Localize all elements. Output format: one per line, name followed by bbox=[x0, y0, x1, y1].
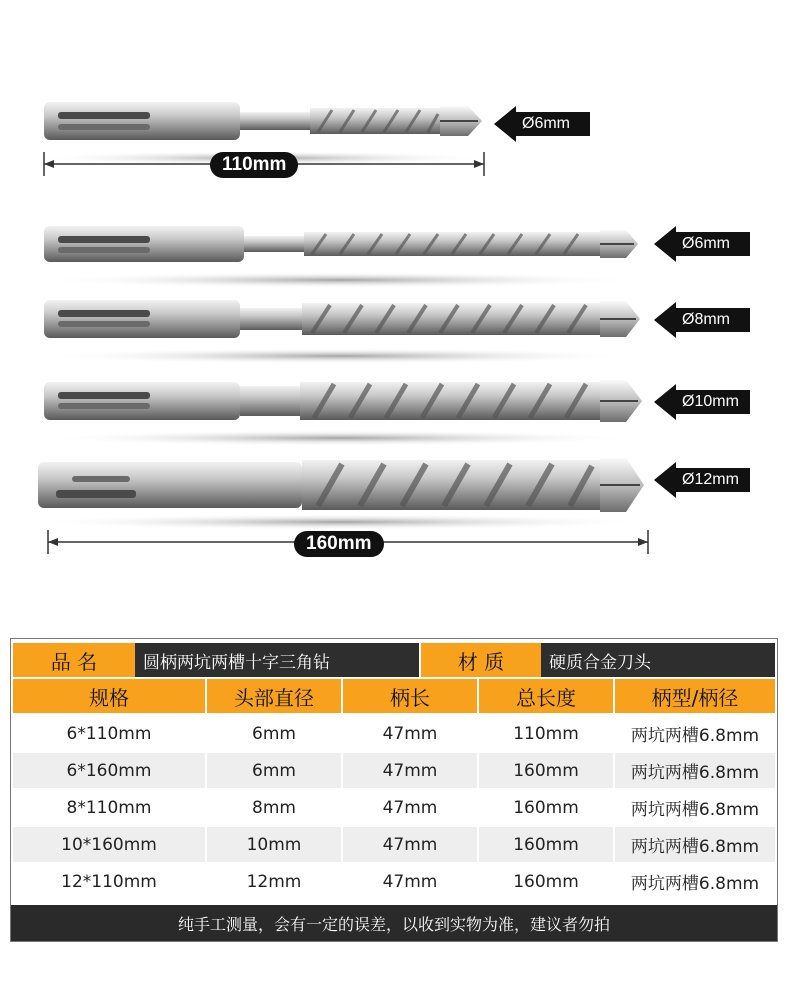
cell-total-length: 110mm bbox=[513, 723, 579, 744]
cell-total-length: 160mm bbox=[479, 827, 613, 862]
product-info-row bbox=[11, 643, 777, 677]
product-name-value: 圆柄两坑两槽十字三角钻 bbox=[135, 643, 419, 677]
product-name-label: 品 名 bbox=[13, 643, 135, 677]
cell-shank-length: 47mm bbox=[343, 827, 477, 862]
left-arrow-icon bbox=[654, 384, 676, 420]
measurement-disclaimer: 纯手工测量，会有一定的误差，以收到实物为准，建议者勿拍 bbox=[11, 905, 777, 941]
cell-head-diameter: 8mm bbox=[252, 797, 296, 818]
left-arrow-icon bbox=[654, 302, 676, 338]
length-label-110: 110mm bbox=[210, 152, 298, 178]
cell-shank-length: 47mm bbox=[343, 753, 477, 788]
table-row bbox=[11, 827, 777, 862]
drill-bit-10mm bbox=[40, 380, 642, 446]
col-header-shank-length: 柄长 bbox=[343, 679, 477, 713]
left-arrow-icon bbox=[654, 226, 676, 262]
cell-total-length: 160mm bbox=[513, 871, 579, 892]
cell-head-diameter: 12mm bbox=[246, 871, 302, 892]
cell-shank-length: 47mm bbox=[382, 871, 438, 892]
cell-spec: 6*110mm bbox=[66, 723, 152, 744]
diameter-tag-3: Ø8mm bbox=[676, 308, 750, 332]
cell-shank-type: 两坑两槽6.8mm bbox=[630, 726, 760, 746]
drill-bit-8mm bbox=[40, 300, 640, 364]
cell-head-diameter: 10mm bbox=[207, 827, 341, 862]
cell-spec: 10*160mm bbox=[13, 827, 205, 862]
diameter-tag-4: Ø10mm bbox=[676, 390, 750, 414]
material-label: 材 质 bbox=[421, 643, 541, 677]
cell-shank-type: 两坑两槽6.8mm bbox=[630, 874, 760, 894]
cell-shank-type: 两坑两槽6.8mm bbox=[615, 827, 775, 862]
table-row bbox=[11, 716, 777, 751]
cell-head-diameter: 6mm bbox=[207, 753, 341, 788]
cell-shank-length: 47mm bbox=[382, 797, 438, 818]
left-arrow-icon bbox=[654, 462, 676, 498]
cell-spec: 6*160mm bbox=[13, 753, 205, 788]
cell-shank-length: 47mm bbox=[382, 723, 438, 744]
diameter-tag-5: Ø12mm bbox=[676, 468, 750, 492]
cell-head-diameter: 6mm bbox=[252, 723, 296, 744]
length-label-160: 160mm bbox=[294, 531, 384, 557]
column-header-row bbox=[11, 679, 777, 713]
diameter-tag-2: Ø6mm bbox=[676, 232, 750, 256]
table-row bbox=[11, 753, 777, 788]
drill-bit-12mm bbox=[30, 458, 650, 530]
col-header-spec: 规格 bbox=[13, 679, 205, 713]
col-header-total-length: 总长度 bbox=[479, 679, 613, 713]
table-row bbox=[11, 790, 777, 825]
col-header-head-diameter: 头部直径 bbox=[207, 679, 341, 713]
spec-table bbox=[10, 638, 778, 942]
cell-spec: 8*110mm bbox=[66, 797, 152, 818]
diameter-tag-1: Ø6mm bbox=[516, 112, 590, 136]
material-value: 硬质合金刀头 bbox=[541, 643, 775, 677]
cell-total-length: 160mm bbox=[479, 753, 613, 788]
left-arrow-icon bbox=[494, 106, 516, 142]
cell-total-length: 160mm bbox=[513, 797, 579, 818]
cell-spec: 12*110mm bbox=[61, 871, 157, 892]
cell-shank-type: 两坑两槽6.8mm bbox=[615, 753, 775, 788]
cell-shank-type: 两坑两槽6.8mm bbox=[630, 800, 760, 820]
drill-bit-6mm-160 bbox=[40, 226, 640, 288]
col-header-shank-type: 柄型/柄径 bbox=[615, 679, 775, 713]
table-row bbox=[11, 864, 777, 899]
